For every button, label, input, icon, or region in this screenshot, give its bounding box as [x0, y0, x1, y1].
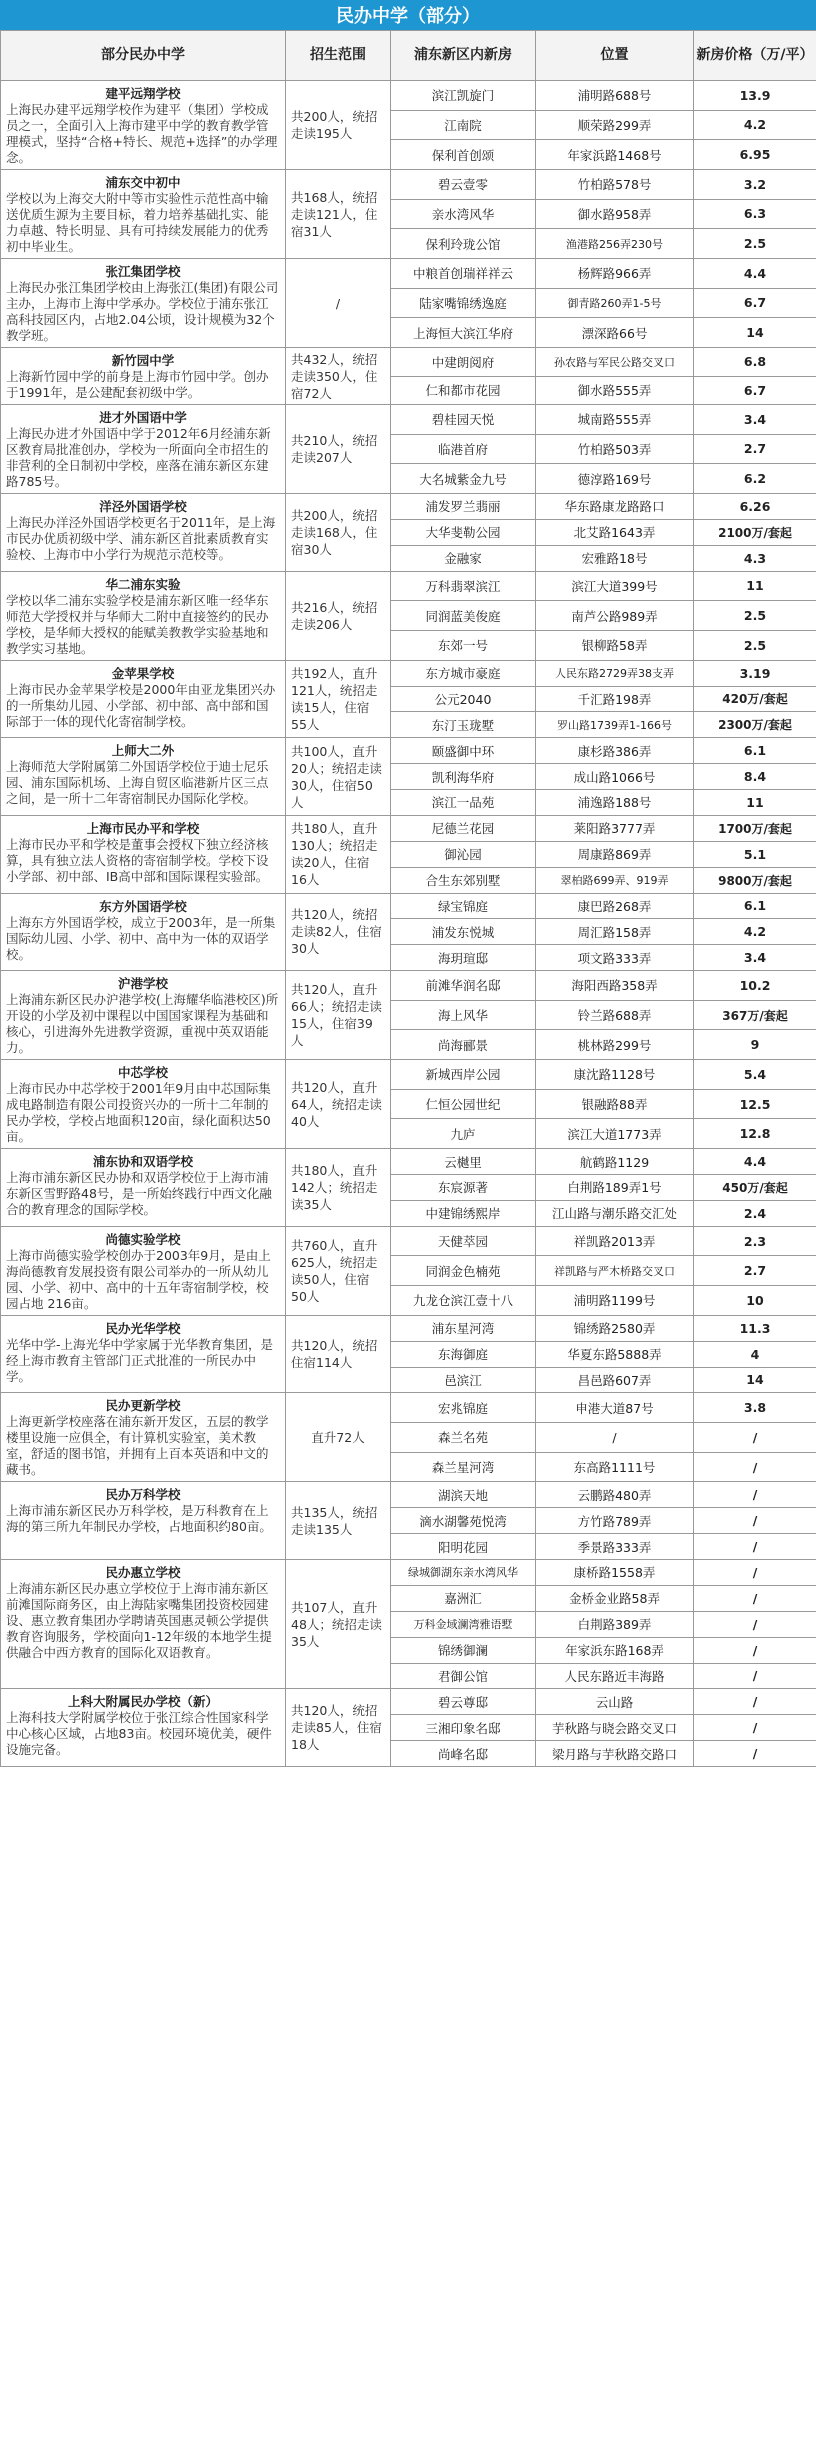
school-description: 上海民办进才外国语中学于2012年6月经浦东新区教育局批准创办，学校为一所面向全市招生的非营利的全日制初中学校，座落在浦东新区东建路785号。 — [6, 426, 271, 489]
estate-price: 2.7 — [694, 434, 816, 464]
estate-name: 九龙仓滨江壹十八 — [391, 1286, 536, 1316]
estate-location: 祥凯路2013弄 — [536, 1226, 694, 1256]
estate-price: 2300万/套起 — [694, 712, 816, 738]
estate-location: 铃兰路688弄 — [536, 1000, 694, 1030]
school-cell — [1, 81, 286, 170]
estate-price: / — [694, 1611, 816, 1637]
estate-location: 罗山路1739弄1-166号 — [536, 712, 694, 738]
school-cell — [1, 815, 286, 893]
estate-name: 嘉洲汇 — [391, 1585, 536, 1611]
estate-location: 人民东路近丰海路 — [536, 1663, 694, 1689]
school-cell — [1, 1226, 286, 1315]
estate-location: 云鹏路480弄 — [536, 1482, 694, 1508]
table-row — [1, 1560, 816, 1586]
estate-price: 11.3 — [694, 1315, 816, 1341]
estate-price: 10.2 — [694, 971, 816, 1001]
estate-name: 亲水湾风华 — [391, 199, 536, 229]
estate-price: 6.1 — [694, 893, 816, 919]
table-row — [1, 259, 816, 289]
school-description: 上海民办建平远翔学校作为建平（集团）学校成员之一，全面引入上海市建平中学的教育教学管理模式，坚持“合格+特长、规范+选择”的办学理念。 — [6, 102, 278, 165]
table-row — [1, 1393, 816, 1423]
estate-location: 人民东路2729弄38支弄 — [536, 660, 694, 686]
table-row — [1, 660, 816, 686]
estate-name: 仁和都市花园 — [391, 376, 536, 405]
estate-location: 康桥路1558弄 — [536, 1560, 694, 1586]
school-name: 建平远翔学校 — [105, 86, 181, 101]
estate-price: 450万/套起 — [694, 1175, 816, 1201]
school-description: 上海民办洋泾外国语学校更名于2011年，是上海市民办优质初级中学、浦东新区首批素质教育实验校、上海市中小学行为规范示范校等。 — [6, 515, 276, 562]
estate-name: 公元2040 — [391, 686, 536, 712]
estate-name: 新城西岸公园 — [391, 1060, 536, 1090]
estate-price: 6.3 — [694, 199, 816, 229]
school-description: 上海市民办金苹果学校是2000年由亚龙集团兴办的一所集幼儿园、小学部、初中部、高中部和国际部于一体的现代化寄宿制学校。 — [6, 681, 276, 729]
enroll-cell: 共100人，直升20人；统招走读30人，住宿50人 — [286, 738, 391, 816]
school-cell — [1, 571, 286, 660]
table-row — [1, 494, 816, 520]
school-description: 上海市民办平和学校是董事会授权下独立经济核算，具有独立法人资格的寄宿制学校。学校下设小学部、初中部、IB高中部和国际课程实验部。 — [6, 836, 269, 884]
school-description: 上海师范大学附属第二外国语学校位于迪士尼乐园、浦东国际机场、上海自贸区临港新片区三点之间，是一所十二年寄宿制民办国际化学校。 — [6, 759, 269, 807]
estate-name: 颐盛御中环 — [391, 738, 536, 764]
estate-location: 成山路1066号 — [536, 764, 694, 790]
enroll-cell: / — [286, 259, 391, 348]
school-cell — [1, 494, 286, 572]
estate-name: 保利玲珑公馆 — [391, 229, 536, 259]
school-cell — [1, 660, 286, 738]
estate-price: 12.8 — [694, 1119, 816, 1149]
estate-price: / — [694, 1508, 816, 1534]
estate-location: 浦明路1199号 — [536, 1286, 694, 1316]
estate-price: / — [694, 1560, 816, 1586]
estate-name: 万科金域澜湾雅语墅 — [391, 1611, 536, 1637]
school-cell — [1, 1482, 286, 1560]
estate-price: 11 — [694, 790, 816, 816]
estate-price: / — [694, 1741, 816, 1767]
estate-location: 云山路 — [536, 1689, 694, 1715]
estate-location: 华夏东路5888弄 — [536, 1341, 694, 1367]
estate-price: / — [694, 1452, 816, 1482]
estate-name: 尚峰名邸 — [391, 1741, 536, 1767]
header-enroll: 招生范围 — [286, 31, 391, 81]
estate-name: 碧云尊邸 — [391, 1689, 536, 1715]
estate-price: 2.4 — [694, 1200, 816, 1226]
school-cell — [1, 259, 286, 348]
estate-name: 江南院 — [391, 110, 536, 140]
estate-location: 芋秋路与晓会路交叉口 — [536, 1715, 694, 1741]
estate-location: 浦逸路188号 — [536, 790, 694, 816]
estate-location: 康沈路1128号 — [536, 1060, 694, 1090]
school-name: 浦东协和双语学校 — [92, 1154, 193, 1170]
estate-price: 1700万/套起 — [694, 815, 816, 841]
estate-location: 白荆路189弄1号 — [536, 1175, 694, 1201]
estate-name: 尚海郦景 — [391, 1030, 536, 1060]
estate-price: 11 — [694, 571, 816, 601]
enroll-cell: 共210人，统招走读207人 — [286, 405, 391, 494]
estate-location: 康杉路386弄 — [536, 738, 694, 764]
estate-name: 同润金色楠苑 — [391, 1256, 536, 1286]
school-cell — [1, 1149, 286, 1227]
enroll-cell: 共192人，直升121人，统招走读15人，住宿55人 — [286, 660, 391, 738]
estate-location: 祥凯路与严木桥路交叉口 — [536, 1256, 694, 1286]
school-description: 上海东方外国语学校，成立于2003年，是一所集国际幼儿园、小学、初中、高中为一体的双语学校。 — [6, 914, 276, 962]
estate-location: 银融路88弄 — [536, 1089, 694, 1119]
estate-location: 申港大道87号 — [536, 1393, 694, 1423]
estate-location: 昌邑路607弄 — [536, 1367, 694, 1393]
enroll-cell: 共200人，统招走读195人 — [286, 81, 391, 170]
estate-name: 仁恒公园世纪 — [391, 1089, 536, 1119]
estate-name: 森兰名苑 — [391, 1423, 536, 1453]
table-row — [1, 81, 816, 111]
table-header-row — [1, 31, 816, 81]
estate-price: 4.4 — [694, 259, 816, 289]
school-cell — [1, 1393, 286, 1482]
estate-price: 367万/套起 — [694, 1000, 816, 1030]
estate-location: 桃林路299号 — [536, 1030, 694, 1060]
school-description: 上海新竹园中学的前身是上海市竹园中学。创办于1991年，是公建配套初级中学。 — [6, 369, 269, 400]
school-cell — [1, 1689, 286, 1767]
estate-name: 滨江一品苑 — [391, 790, 536, 816]
estate-price: 420万/套起 — [694, 686, 816, 712]
estate-price: 13.9 — [694, 81, 816, 111]
estate-name: 海上风华 — [391, 1000, 536, 1030]
estate-location: 航鹤路1129 — [536, 1149, 694, 1175]
estate-location: 东高路1111号 — [536, 1452, 694, 1482]
school-description: 光华中学-上海光华中学家属于光华教育集团，是经上海市教育主管部门正式批准的一所民办中学。 — [6, 1336, 274, 1384]
estate-price: 8.4 — [694, 764, 816, 790]
table-row — [1, 738, 816, 764]
school-name: 浦东交中初中 — [105, 175, 181, 190]
estate-name: 滴水湖馨苑悦湾 — [391, 1508, 536, 1534]
estate-price: 2.3 — [694, 1226, 816, 1256]
enroll-cell: 共760人，直升625人，统招走读50人，住宿50人 — [286, 1226, 391, 1315]
enroll-cell: 共120人，直升66人；统招走读15人，住宿39人 — [286, 971, 391, 1060]
table-row — [1, 815, 816, 841]
estate-location: 康巴路268弄 — [536, 893, 694, 919]
school-cell — [1, 1315, 286, 1393]
estate-price: 6.7 — [694, 288, 816, 318]
school-name: 沪港学校 — [117, 976, 168, 992]
school-name: 民办万科学校 — [105, 1487, 181, 1503]
estate-name: 邑滨江 — [391, 1367, 536, 1393]
school-description: 上海市浦东新区民办协和双语学校位于上海市浦东新区雪野路48号，是一所始终践行中西文化融合的教育理念的国际学校。 — [6, 1170, 272, 1218]
estate-location: 宏雅路18号 — [536, 545, 694, 571]
estate-name: 浦发东悦城 — [391, 919, 536, 945]
estate-price: 5.1 — [694, 841, 816, 867]
estate-price: 14 — [694, 1367, 816, 1393]
estate-location: 周汇路158弄 — [536, 919, 694, 945]
estate-name: 阳明花园 — [391, 1534, 536, 1560]
estate-name: 东郊一号 — [391, 630, 536, 660]
estate-price: 6.2 — [694, 464, 816, 494]
table-row — [1, 405, 816, 435]
estate-name: 尼德兰花园 — [391, 815, 536, 841]
header-price: 新房价格（万/平） — [694, 31, 816, 81]
estate-price: 2.5 — [694, 630, 816, 660]
enroll-cell: 共180人，直升142人；统招走读35人 — [286, 1149, 391, 1227]
estate-location: 年家浜路1468号 — [536, 140, 694, 170]
estate-name: 同润蓝美俊庭 — [391, 601, 536, 631]
estate-price: 6.95 — [694, 140, 816, 170]
school-name: 中芯学校 — [117, 1065, 168, 1081]
estate-price: 4.2 — [694, 110, 816, 140]
school-cell — [1, 1060, 286, 1149]
header-location: 位置 — [536, 31, 694, 81]
table-row — [1, 971, 816, 1001]
enroll-cell: 共107人，直升48人；统招走读35人 — [286, 1560, 391, 1689]
estate-price: / — [694, 1585, 816, 1611]
estate-location: 杨辉路966弄 — [536, 259, 694, 289]
estate-location: 周康路869弄 — [536, 841, 694, 867]
estate-location: 滨江大道399号 — [536, 571, 694, 601]
estate-location: 方竹路789弄 — [536, 1508, 694, 1534]
estate-price: / — [694, 1534, 816, 1560]
estate-price: 2.5 — [694, 229, 816, 259]
school-name: 东方外国语学校 — [99, 898, 187, 914]
estate-name: 陆家嘴锦绣逸庭 — [391, 288, 536, 318]
estate-location: 南芦公路989弄 — [536, 601, 694, 631]
estate-location: 翠柏路699弄、919弄 — [536, 867, 694, 893]
table-row — [1, 1315, 816, 1341]
estate-name: 九庐 — [391, 1119, 536, 1149]
enroll-cell: 共432人，统招走读350人，住宿72人 — [286, 348, 391, 405]
estate-name: 滨江凯旋门 — [391, 81, 536, 111]
estate-name: 湖滨天地 — [391, 1482, 536, 1508]
table-row — [1, 571, 816, 601]
school-price-table — [0, 30, 816, 1767]
school-name: 洋泾外国语学校 — [99, 499, 187, 514]
estate-price: 6.8 — [694, 348, 816, 377]
enroll-cell: 共120人，统招走读85人，住宿18人 — [286, 1689, 391, 1767]
estate-price: 4.2 — [694, 919, 816, 945]
school-description: 上海市尚德实验学校创办于2003年9月，是由上海尚德教育发展投资有限公司举办的一所从幼儿园、小学、初中、高中的十五年寄宿制学校，校园占地 216亩。 — [6, 1247, 271, 1311]
estate-name: 中建朗阅府 — [391, 348, 536, 377]
estate-price: 3.4 — [694, 405, 816, 435]
estate-name: 东海御庭 — [391, 1341, 536, 1367]
school-cell — [1, 1560, 286, 1689]
estate-location: 海阳西路358弄 — [536, 971, 694, 1001]
school-name: 金苹果学校 — [111, 665, 175, 681]
school-description: 上海科技大学附属学校位于张江综合性国家科学中心核心区域，占地83亩。校园环境优美，硬件设施完备。 — [6, 1710, 272, 1758]
estate-price: 12.5 — [694, 1089, 816, 1119]
table-row — [1, 170, 816, 200]
estate-price: 3.2 — [694, 170, 816, 200]
estate-name: 大名城紫金九号 — [391, 464, 536, 494]
estate-location: 金桥金业路58弄 — [536, 1585, 694, 1611]
estate-name: 东汀玉珑墅 — [391, 712, 536, 738]
estate-name: 绿宝锦庭 — [391, 893, 536, 919]
estate-price: 4.3 — [694, 545, 816, 571]
estate-name: 森兰星河湾 — [391, 1452, 536, 1482]
estate-name: 金融家 — [391, 545, 536, 571]
estate-price: / — [694, 1423, 816, 1453]
enroll-cell: 共180人，直升130人；统招走读20人，住宿16人 — [286, 815, 391, 893]
estate-name: 浦发罗兰翡丽 — [391, 494, 536, 520]
estate-location: 华东路康龙路路口 — [536, 494, 694, 520]
estate-price: 5.4 — [694, 1060, 816, 1090]
school-cell — [1, 405, 286, 494]
table-row — [1, 893, 816, 919]
school-description: 上海市民办中芯学校于2001年9月由中芯国际集成电路制造有限公司投资兴办的一所十二年制的民办学校，学校占地面积120亩，绿化面积达50亩。 — [6, 1081, 271, 1145]
estate-location: 梁月路与芋秋路交路口 — [536, 1741, 694, 1767]
school-description: 上海浦东新区民办沪港学校(上海耀华临港校区)所开设的小学及初中课程以中国国家课程为基础和核心，引进海外先进教学资源，重视中英双语能力。 — [6, 992, 279, 1056]
estate-name: 浦东星河湾 — [391, 1315, 536, 1341]
estate-location: 渔港路256弄230号 — [536, 229, 694, 259]
school-name: 进才外国语中学 — [99, 410, 187, 425]
table-row — [1, 1226, 816, 1256]
school-description: 学校以为上海交大附中等市实验性示范性高中输送优质生源为主要目标，着力培养基础扎实、能力卓越、特长明显、具有可持续发展能力的优秀初中毕业生。 — [6, 191, 269, 254]
estate-price: 4 — [694, 1341, 816, 1367]
estate-location: 漂深路66号 — [536, 318, 694, 348]
estate-name: 君御公馆 — [391, 1663, 536, 1689]
estate-price: 3.19 — [694, 660, 816, 686]
enroll-cell: 共200人，统招走读168人，住宿30人 — [286, 494, 391, 572]
estate-price: 3.8 — [694, 1393, 816, 1423]
school-cell — [1, 971, 286, 1060]
school-cell — [1, 893, 286, 971]
enroll-cell: 共135人，统招走读135人 — [286, 1482, 391, 1560]
estate-price: 6.7 — [694, 376, 816, 405]
estate-location: 季景路333弄 — [536, 1534, 694, 1560]
table-row — [1, 1689, 816, 1715]
estate-location: 江山路与潮乐路交汇处 — [536, 1200, 694, 1226]
estate-location: 城南路555弄 — [536, 405, 694, 435]
estate-name: 中建锦绣熙岸 — [391, 1200, 536, 1226]
estate-location: 年家浜东路168弄 — [536, 1637, 694, 1663]
estate-location: 滨江大道1773弄 — [536, 1119, 694, 1149]
enroll-cell: 共120人，直升64人，统招走读40人 — [286, 1060, 391, 1149]
estate-name: 东宸源著 — [391, 1175, 536, 1201]
estate-price: 9 — [694, 1030, 816, 1060]
school-name: 民办更新学校 — [105, 1398, 181, 1414]
estate-location: 德淳路169号 — [536, 464, 694, 494]
school-description: 上海市浦东新区民办万科学校，是万科教育在上海的第三所九年制民办学校，占地面积约80亩。 — [6, 1503, 272, 1535]
school-table — [0, 30, 816, 1767]
estate-name: 前滩华润名邸 — [391, 971, 536, 1001]
school-cell — [1, 170, 286, 259]
estate-location: 竹柏路578号 — [536, 170, 694, 200]
school-description: 上海民办张江集团学校由上海张江(集团)有限公司主办，上海市上海中学承办。学校位于浦东张江高科技园区内，占地2.04公顷，设计规模为32个教学班。 — [6, 280, 279, 343]
school-description: 上海浦东新区民办惠立学校位于上海市浦东新区前滩国际商务区，由上海陆家嘴集团投资校园建设、惠立教育集团办学聘请英国惠灵顿公学提供教育咨询服务，学校面向1-12年级的本地学生提供融合中西方教育的国际化双语教育。 — [6, 1581, 272, 1660]
school-name: 上海市民办平和学校 — [86, 820, 200, 836]
estate-price: / — [694, 1663, 816, 1689]
estate-location: 北艾路1643弄 — [536, 519, 694, 545]
table-row — [1, 348, 816, 377]
estate-location: 白荆路389弄 — [536, 1611, 694, 1637]
estate-location: 银柳路58弄 — [536, 630, 694, 660]
estate-price: / — [694, 1689, 816, 1715]
enroll-cell: 共120人，统招住宿114人 — [286, 1315, 391, 1393]
estate-price: 10 — [694, 1286, 816, 1316]
school-name: 新竹园中学 — [111, 353, 175, 368]
estate-location: / — [536, 1423, 694, 1453]
school-name: 张江集团学校 — [105, 264, 181, 279]
estate-name: 御沁园 — [391, 841, 536, 867]
school-description: 学校以华二浦东实验学校是浦东新区唯一经华东师范大学授权并与华师大二附中直接签约的民办学校，是华师大授权的能赋美教教学实验基地和教学实习基地。 — [6, 592, 269, 656]
estate-price: 6.1 — [694, 738, 816, 764]
estate-price: 9800万/套起 — [694, 867, 816, 893]
estate-price: / — [694, 1637, 816, 1663]
estate-name: 保利首创颂 — [391, 140, 536, 170]
estate-price: 14 — [694, 318, 816, 348]
table-row — [1, 1149, 816, 1175]
estate-location: 御青路260弄1-5号 — [536, 288, 694, 318]
page-title: 民办中学（部分） — [0, 0, 816, 30]
header-school: 部分民办中学 — [1, 31, 286, 81]
enroll-cell: 共168人，统招走读121人，住宿31人 — [286, 170, 391, 259]
school-cell — [1, 738, 286, 816]
enroll-cell: 直升72人 — [286, 1393, 391, 1482]
table-row — [1, 1482, 816, 1508]
estate-location: 孙农路与军民公路交叉口 — [536, 348, 694, 377]
school-name: 上科大附属民办学校（新） — [67, 1694, 218, 1710]
school-name: 民办光华学校 — [105, 1320, 181, 1336]
estate-name: 合生东郊别墅 — [391, 867, 536, 893]
estate-name: 临港首府 — [391, 434, 536, 464]
estate-location: 顺荣路299弄 — [536, 110, 694, 140]
estate-name: 凯利海华府 — [391, 764, 536, 790]
estate-name: 锦绣御澜 — [391, 1637, 536, 1663]
estate-location: 御水路958弄 — [536, 199, 694, 229]
estate-location: 竹柏路503弄 — [536, 434, 694, 464]
estate-name: 碧桂园天悦 — [391, 405, 536, 435]
school-name: 华二浦东实验 — [105, 576, 181, 592]
estate-name: 万科翡翠滨江 — [391, 571, 536, 601]
estate-location: 项文路333弄 — [536, 945, 694, 971]
school-name: 民办惠立学校 — [105, 1565, 181, 1580]
estate-price: 3.4 — [694, 945, 816, 971]
estate-price: 4.4 — [694, 1149, 816, 1175]
estate-name: 海玥瑄邸 — [391, 945, 536, 971]
enroll-cell: 共120人，统招走读82人，住宿30人 — [286, 893, 391, 971]
estate-name: 大华斐勒公园 — [391, 519, 536, 545]
estate-price: 2100万/套起 — [694, 519, 816, 545]
estate-name: 天健萃园 — [391, 1226, 536, 1256]
header-estate: 浦东新区内新房 — [391, 31, 536, 81]
table-row — [1, 1060, 816, 1090]
estate-location: 莱阳路3777弄 — [536, 815, 694, 841]
estate-price: 6.26 — [694, 494, 816, 520]
estate-price: 2.5 — [694, 601, 816, 631]
estate-name: 碧云壹零 — [391, 170, 536, 200]
estate-price: / — [694, 1482, 816, 1508]
estate-name: 绿城御湖东亲水湾风华 — [391, 1560, 536, 1586]
school-cell — [1, 348, 286, 405]
estate-price: / — [694, 1715, 816, 1741]
estate-name: 云樾里 — [391, 1149, 536, 1175]
estate-location: 御水路555弄 — [536, 376, 694, 405]
school-name: 上师大二外 — [111, 743, 175, 759]
estate-name: 三湘印象名邸 — [391, 1715, 536, 1741]
estate-price: 2.7 — [694, 1256, 816, 1286]
school-description: 上海更新学校座落在浦东新开发区，五层的教学楼里设施一应俱全，有计算机实验室，美术教室，舒适的图书馆，并拥有上百本英语和中文的藏书。 — [6, 1414, 269, 1478]
estate-location: 锦绣路2580弄 — [536, 1315, 694, 1341]
estate-location: 千汇路198弄 — [536, 686, 694, 712]
school-name: 尚德实验学校 — [105, 1231, 181, 1247]
estate-name: 中粮首创瑞祥祥云 — [391, 259, 536, 289]
estate-name: 东方城市豪庭 — [391, 660, 536, 686]
estate-location: 浦明路688号 — [536, 81, 694, 111]
estate-name: 宏兆锦庭 — [391, 1393, 536, 1423]
enroll-cell: 共216人，统招走读206人 — [286, 571, 391, 660]
estate-name: 上海恒大滨江华府 — [391, 318, 536, 348]
